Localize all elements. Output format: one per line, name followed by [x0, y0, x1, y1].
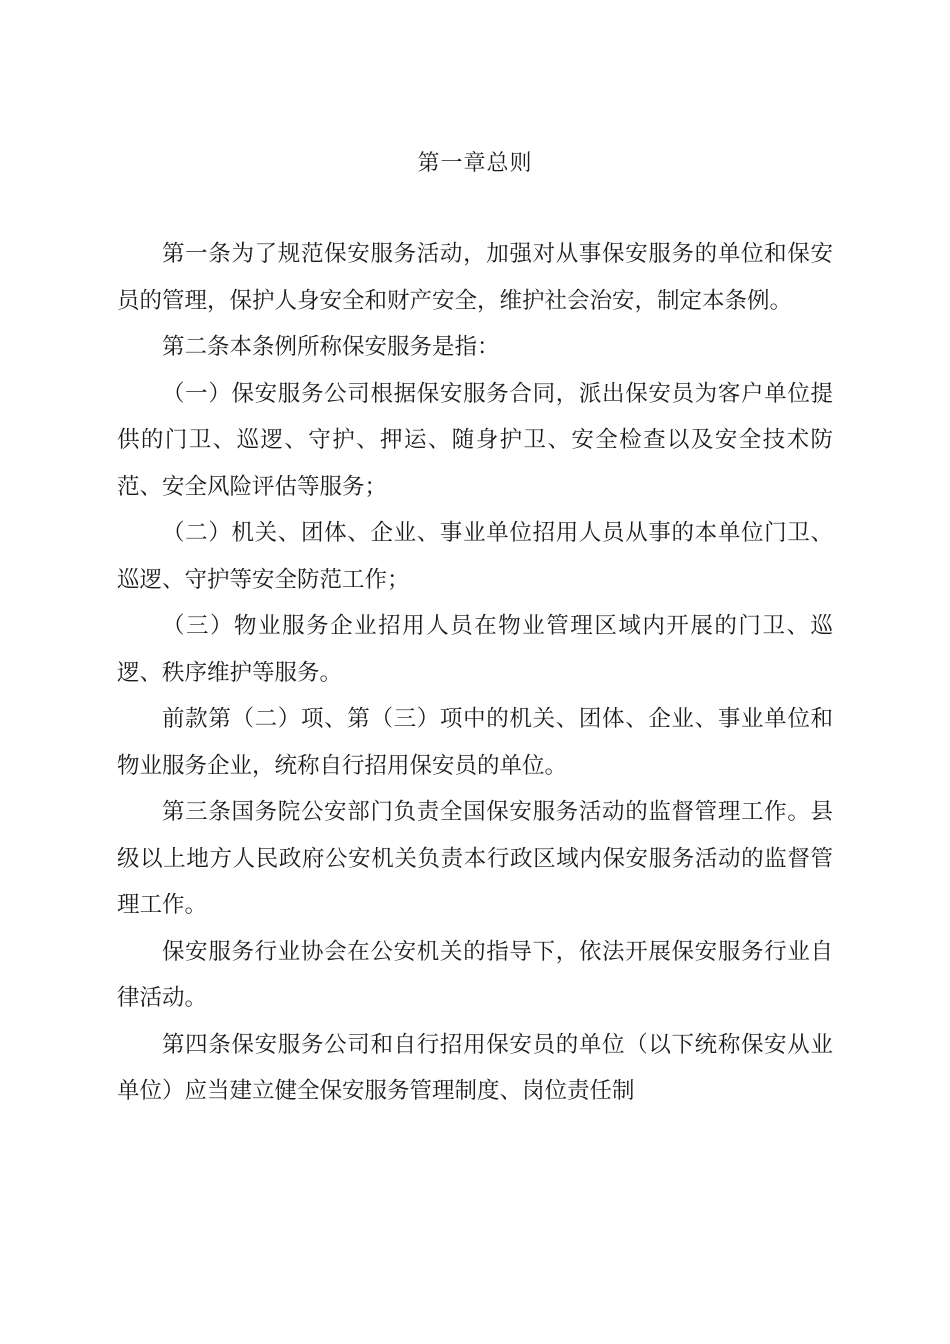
article-3-paragraph-2: 保安服务行业协会在公安机关的指导下，依法开展保安服务行业自律活动。 [117, 938, 833, 1011]
article-1: 第一条为了规范保安服务活动，加强对从事保安服务的单位和保安员的管理，保护人身安全和财产安全，维护社会治安，制定本条例。 [117, 241, 833, 314]
article-4: 第四条保安服务公司和自行招用保安员的单位（以下统称保安从业单位）应当建立健全保安服务管理制度、岗位责任制 [117, 1031, 833, 1104]
article-2-item-2: （二）机关、团体、企业、事业单位招用人员从事的本单位门卫、巡逻、守护等安全防范工作； [117, 520, 833, 593]
chapter-title: 第一章总则 [417, 151, 533, 176]
article-3: 第三条国务院公安部门负责全国保安服务活动的监督管理工作。县级以上地方人民政府公安机关负责本行政区域内保安服务活动的监督管理工作。 [117, 799, 833, 918]
document-body [117, 231, 833, 1115]
article-2: 第二条本条例所称保安服务是指： [162, 334, 500, 360]
article-2-item-1: （一）保安服务公司根据保安服务合同，派出保安员为客户单位提供的门卫、巡逻、守护、押运、随身护卫、安全检查以及安全技术防范、安全风险评估等服务； [117, 380, 833, 500]
article-2-note: 前款第（二）项、第（三）项中的机关、团体、企业、事业单位和物业服务企业，统称自行招用保安员的单位。 [117, 706, 833, 779]
article-2-item-3: （三）物业服务企业招用人员在物业管理区域内开展的门卫、巡逻、秩序维护等服务。 [117, 613, 833, 686]
